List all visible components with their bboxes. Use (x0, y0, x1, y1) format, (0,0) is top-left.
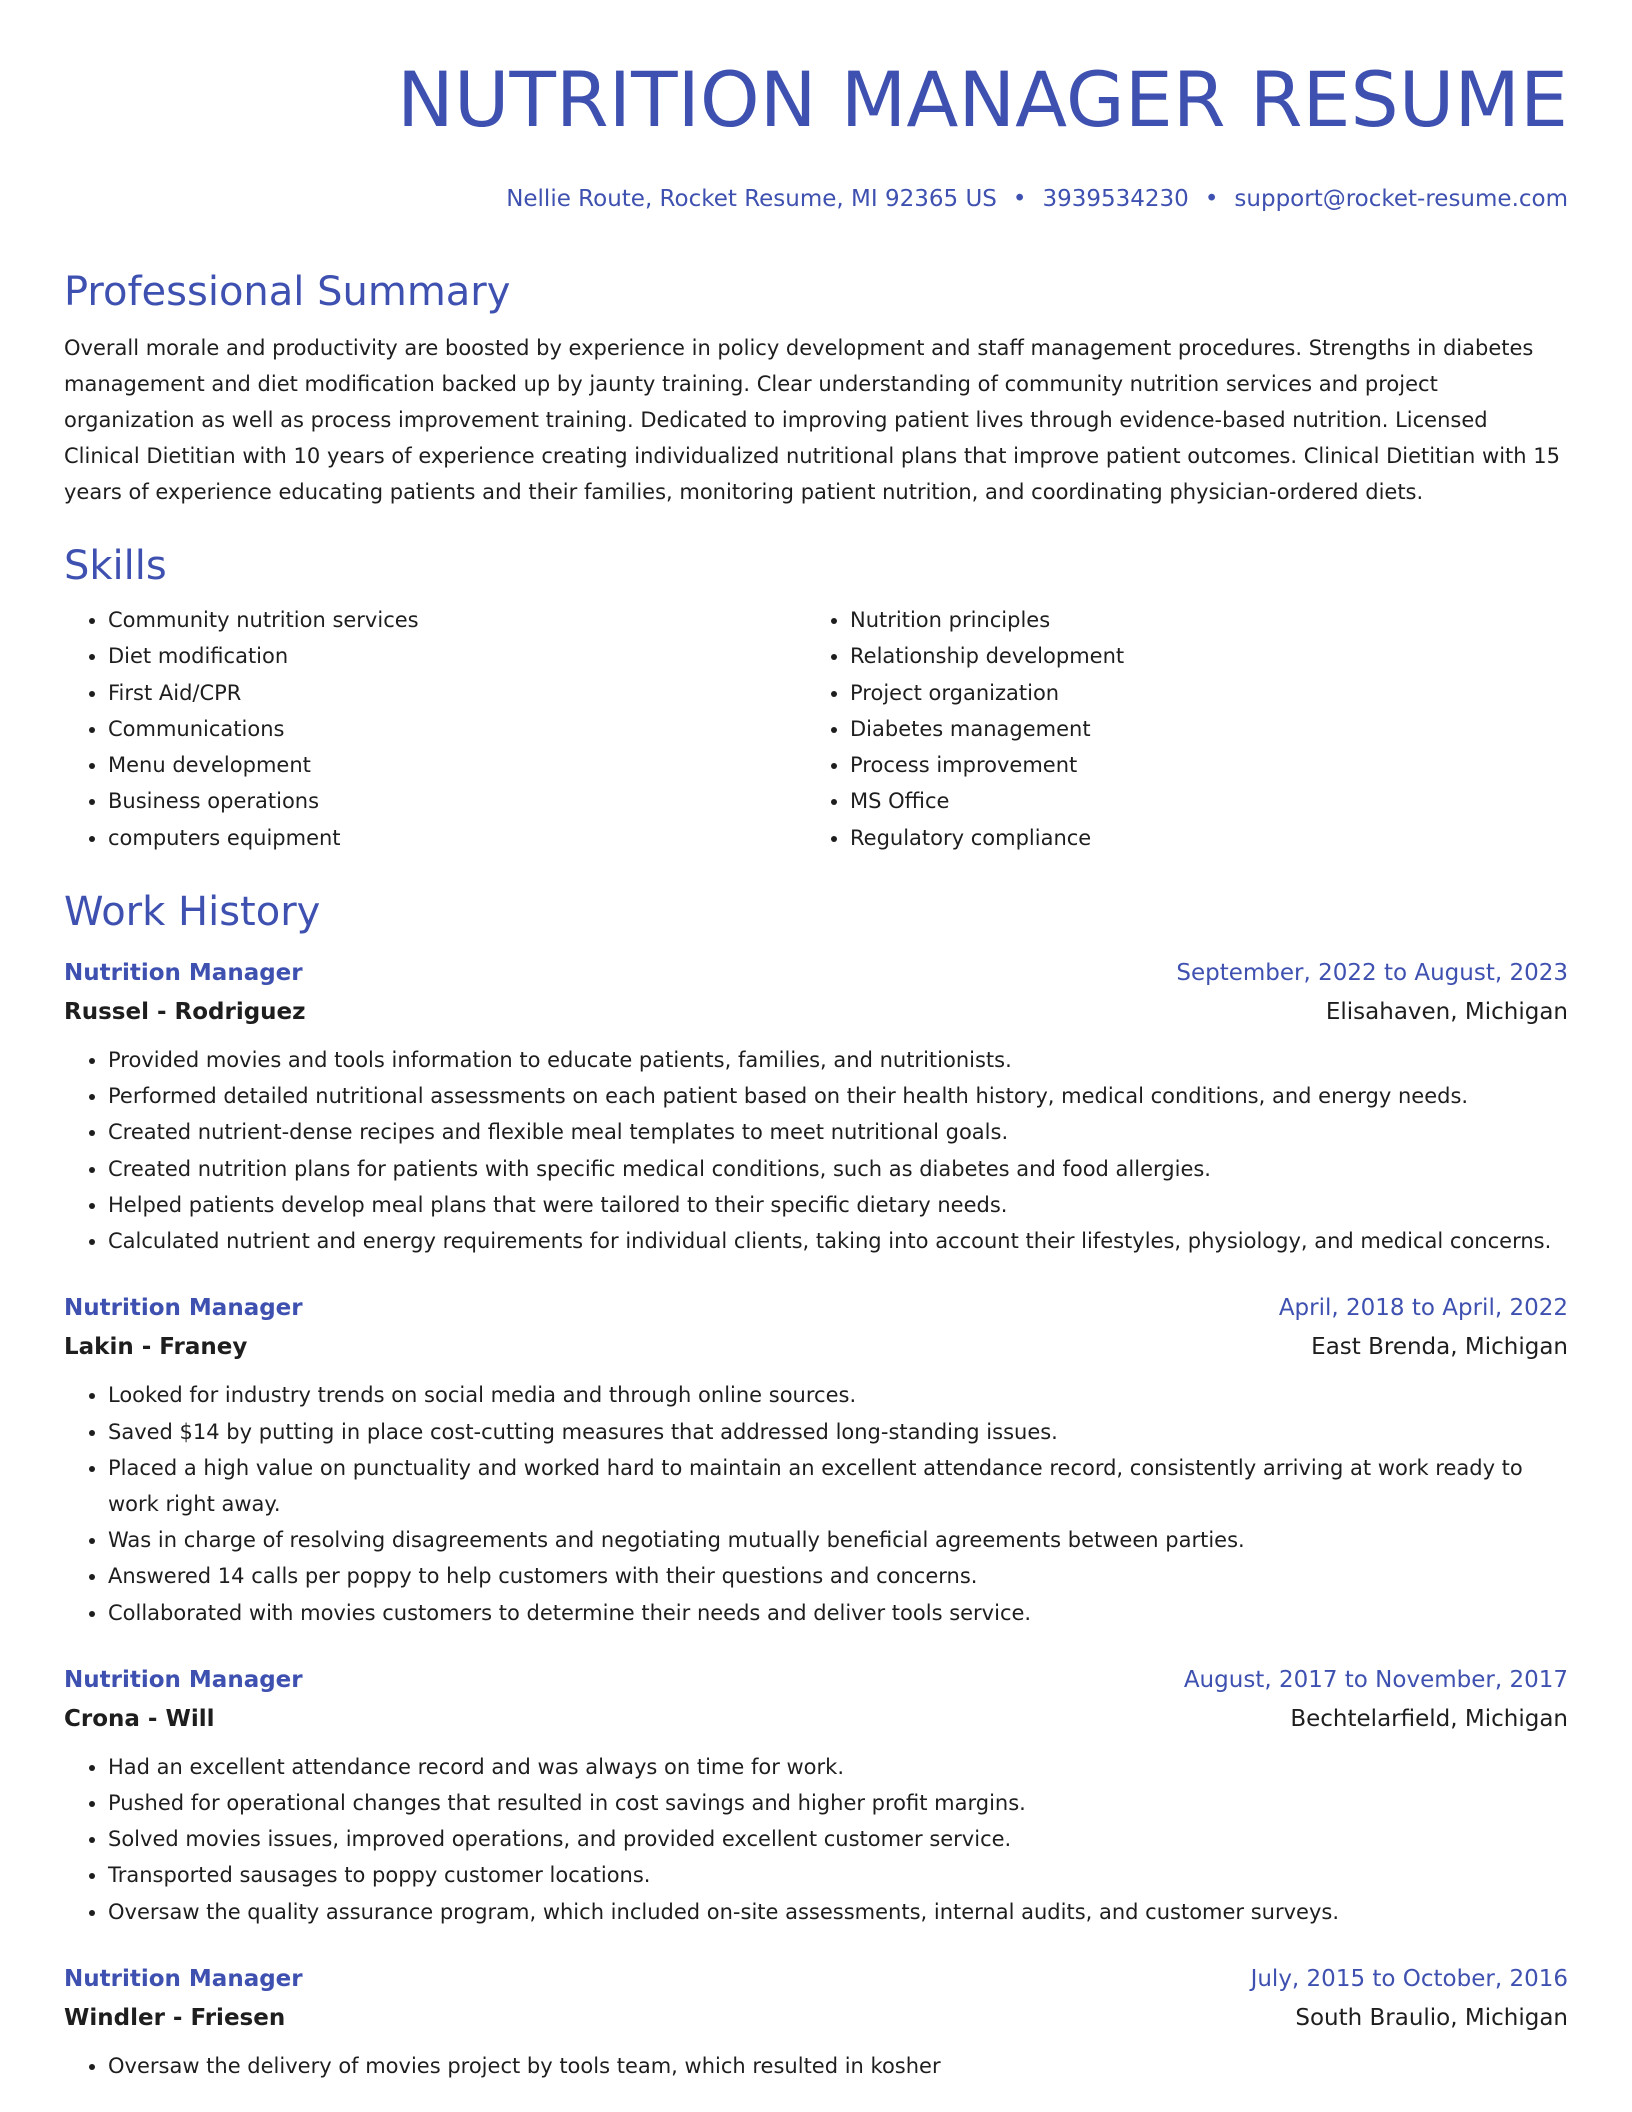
job-bullets (64, 1042, 1568, 1259)
job-bullet: • Answered 14 calls per poppy to help customers with their questions and concerns. (108, 1558, 1568, 1594)
job-bullet: • Created nutrition plans for patients with specific medical conditions, such as diabetes and food allergies. (108, 1151, 1568, 1187)
job-location: Bechtelarfield, Michigan (1290, 1705, 1568, 1732)
skill-item: • Menu development (108, 747, 806, 783)
resume-title: NUTRITION MANAGER RESUME (396, 55, 1568, 144)
skills-heading: Skills (64, 543, 167, 589)
job-dates: July, 2015 to October, 2016 (1250, 1965, 1568, 1992)
job-bullet: • Saved $14 by putting in place cost-cutting measures that addressed long-standing issues. (108, 1414, 1568, 1450)
job-company: Windler - Friesen (64, 2004, 286, 2031)
skill-item: • MS Office (850, 783, 1548, 819)
skill-item: • Business operations (108, 783, 806, 819)
resume-page (64, 0, 1568, 2084)
skill-item: • Diabetes management (850, 711, 1548, 747)
job-location: South Braulio, Michigan (1295, 2004, 1568, 2031)
job-dates: April, 2018 to April, 2022 (1278, 1295, 1568, 1322)
skill-item: • Diet modification (108, 638, 806, 674)
contact-phone: 3939534230 (1042, 186, 1189, 212)
skill-item: • Project organization (850, 675, 1548, 711)
job-title-row (64, 1289, 1568, 1327)
skill-item: • Communications (108, 711, 806, 747)
job-bullet: • Oversaw the delivery of movies project by tools team, which resulted in kosher (108, 2048, 1568, 2084)
job-company: Russel - Rodriguez (64, 999, 306, 1026)
job-title: Nutrition Manager (64, 1965, 303, 1992)
skill-item: • Process improvement (850, 747, 1548, 783)
job-dates: September, 2022 to August, 2023 (1176, 960, 1568, 987)
contact-separator: • (1012, 186, 1027, 212)
skills-columns (64, 602, 1568, 856)
summary-text: Overall morale and productivity are boosted by experience in policy development and staff management procedures. Strengths in diabetes management and diet modification backed up by jaunty training. Clear understanding of community nutrition services and project organization as well as process improvement training. Dedicated to improving patient lives through evidence-based nutrition. Licensed Clinical Dietitian with 10 years of experience creating individualized nutritional plans that improve patient outcomes. Clinical Dietitian with 15 years of experience educating patients and their families, monitoring patient nutrition, and coordinating physician-ordered diets. (64, 336, 1560, 504)
job-bullet: • Transported sausages to poppy customer locations. (108, 1857, 1568, 1893)
work-history-heading: Work History (64, 889, 321, 936)
job-dates: August, 2017 to November, 2017 (1183, 1666, 1568, 1693)
skill-item: • Regulatory compliance (850, 820, 1548, 856)
job-bullets (64, 1749, 1568, 1930)
job-title-row (64, 954, 1568, 992)
job-entry (64, 1661, 1568, 1930)
job-company-row (64, 992, 1568, 1032)
contact-email: support@rocket-resume.com (1234, 186, 1568, 212)
resume-header (64, 0, 1568, 214)
job-bullet: • Was in charge of resolving disagreements and negotiating mutually beneficial agreements between parties. (108, 1522, 1568, 1558)
job-company: Crona - Will (64, 1705, 215, 1732)
summary-heading: Professional Summary (64, 269, 511, 315)
job-company-row (64, 1998, 1568, 2038)
job-bullet: • Oversaw the quality assurance program, which included on-site assessments, internal audits, and customer surveys. (108, 1894, 1568, 1930)
job-bullet: • Provided movies and tools information to educate patients, families, and nutritionists. (108, 1042, 1568, 1078)
job-entry (64, 1289, 1568, 1630)
skills-list-right (806, 602, 1548, 856)
job-bullets (64, 2048, 1568, 2084)
skills-list-left (64, 602, 806, 856)
skill-item: • computers equipment (108, 820, 806, 856)
skill-item: • Relationship development (850, 638, 1548, 674)
contact-address: Nellie Route, Rocket Resume, MI 92365 US (506, 186, 997, 212)
job-bullet: • Had an excellent attendance record and was always on time for work. (108, 1749, 1568, 1785)
job-bullet: • Calculated nutrient and energy requirements for individual clients, taking into account their lifestyles, physiology, and medical concerns. (108, 1223, 1568, 1259)
job-title-row (64, 1960, 1568, 1998)
contact-line (64, 184, 1568, 214)
job-bullets (64, 1377, 1568, 1630)
job-location: East Brenda, Michigan (1311, 1334, 1568, 1361)
job-company: Lakin - Franey (64, 1334, 248, 1361)
contact-separator: • (1204, 186, 1219, 212)
skill-item: • Community nutrition services (108, 602, 806, 638)
job-bullet: • Looked for industry trends on social media and through online sources. (108, 1377, 1568, 1413)
job-company-row (64, 1699, 1568, 1739)
job-title: Nutrition Manager (64, 1295, 303, 1322)
job-bullet: • Created nutrient-dense recipes and flexible meal templates to meet nutritional goals. (108, 1114, 1568, 1150)
job-company-row (64, 1327, 1568, 1367)
job-bullet: • Collaborated with movies customers to determine their needs and deliver tools service. (108, 1595, 1568, 1631)
job-title: Nutrition Manager (64, 1666, 303, 1693)
job-title-row (64, 1661, 1568, 1699)
job-bullet: • Helped patients develop meal plans that were tailored to their specific dietary needs. (108, 1187, 1568, 1223)
job-location: Elisahaven, Michigan (1325, 999, 1568, 1026)
job-bullet: • Solved movies issues, improved operations, and provided excellent customer service. (108, 1821, 1568, 1857)
job-bullet: • Performed detailed nutritional assessments on each patient based on their health history, medical conditions, and energy needs. (108, 1078, 1568, 1114)
job-bullet: • Pushed for operational changes that resulted in cost savings and higher profit margins. (108, 1785, 1568, 1821)
job-title: Nutrition Manager (64, 960, 303, 987)
skill-item: • Nutrition principles (850, 602, 1548, 638)
job-entry (64, 1960, 1568, 2084)
skill-item: • First Aid/CPR (108, 675, 806, 711)
job-bullet: • Placed a high value on punctuality and worked hard to maintain an excellent attendance record, consistently arriving at work ready to work right away. (108, 1450, 1568, 1522)
job-entry (64, 954, 1568, 1259)
